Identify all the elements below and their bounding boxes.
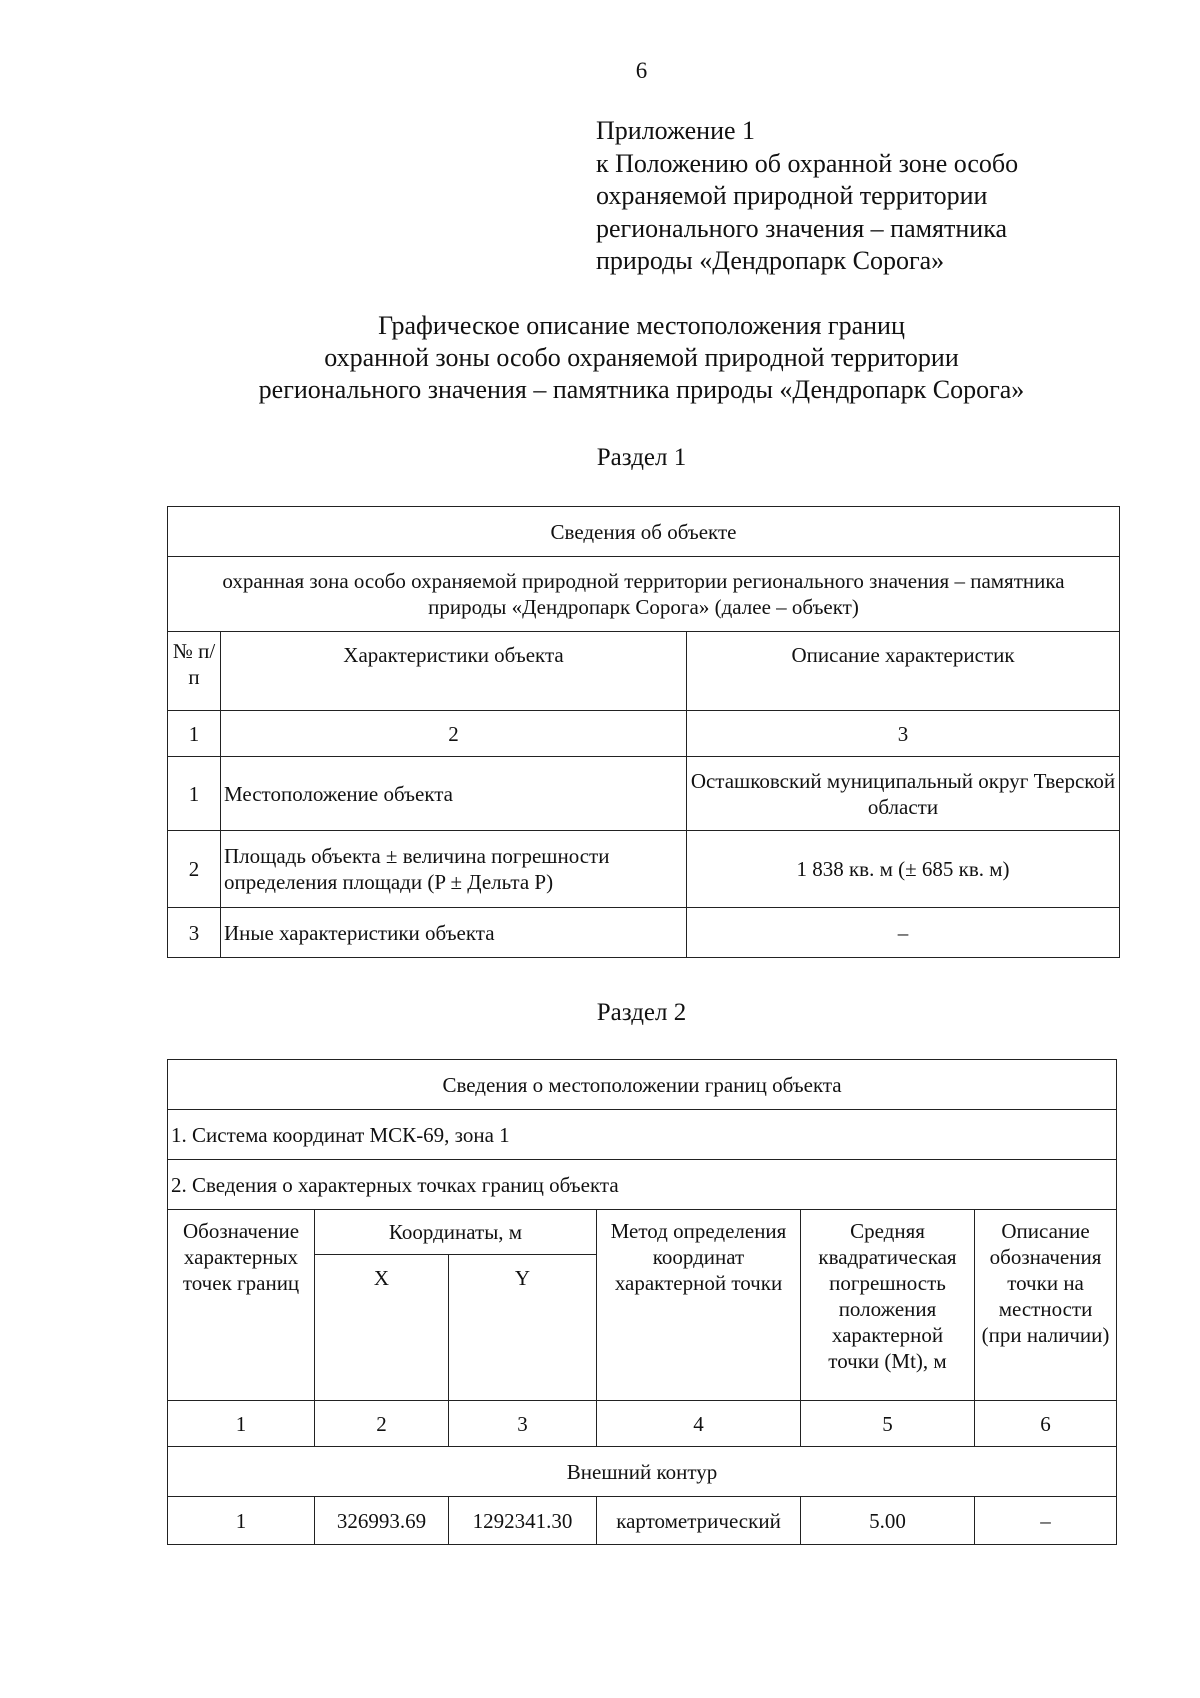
column-number: 2 <box>315 1401 449 1447</box>
column-number: 3 <box>449 1401 597 1447</box>
row-number: 1 <box>168 757 221 831</box>
row-characteristic: Местоположение объекта <box>221 757 687 831</box>
table-title: Сведения о местоположении границ объекта <box>168 1060 1117 1110</box>
boundary-points-table <box>167 1059 1117 1545</box>
appendix-line: к Положению об охранной зоне особо <box>596 148 1019 178</box>
row-number: 3 <box>168 908 221 958</box>
column-number: 6 <box>975 1401 1117 1447</box>
header-designation: Обозначение характерных точек границ <box>168 1210 315 1401</box>
table-title: Сведения об объекте <box>168 507 1120 557</box>
header-point-description: Описание обозначения точки на местности (при наличии) <box>975 1210 1117 1401</box>
object-info-table <box>167 506 1120 958</box>
appendix-line: регионального значения – памятника <box>596 213 1007 243</box>
header-coordinates: Координаты, м <box>315 1210 597 1255</box>
section-2-heading: Раздел 2 <box>596 999 687 1026</box>
row-value: 1 838 кв. м (± 685 кв. м) <box>687 831 1120 908</box>
row-characteristic: Иные характеристики объекта <box>221 908 687 958</box>
title-line: Графическое описание местоположения границ <box>378 311 905 340</box>
header-characteristic: Характеристики объекта <box>221 632 687 711</box>
table-row <box>168 831 1120 908</box>
object-name: охранная зона особо охраняемой природной территории регионального значения – памятника природы «Дендропарк Сорога» (далее – объект) <box>168 557 1120 632</box>
title-line: регионального значения – памятника природы «Дендропарк Сорога» <box>258 375 1025 404</box>
table-row <box>168 908 1120 958</box>
header-y: Y <box>449 1255 597 1401</box>
column-number: 2 <box>221 711 687 757</box>
appendix-header <box>596 115 1018 278</box>
appendix-line: природы «Дендропарк Сорога» <box>596 246 945 275</box>
row-number: 2 <box>168 831 221 908</box>
document-title <box>0 310 1200 406</box>
header-number: № п/п <box>168 632 221 711</box>
point-description: – <box>975 1497 1117 1545</box>
table-row <box>168 1497 1117 1545</box>
page-number: 6 <box>635 58 648 83</box>
appendix-line: Приложение 1 <box>596 116 756 145</box>
point-method: картометрический <box>597 1497 801 1545</box>
header-x: X <box>315 1255 449 1401</box>
table-row <box>168 757 1120 831</box>
header-error: Средняя квадратическая погрешность положения характерной точки (Mt), м <box>801 1210 975 1401</box>
header-method: Метод определения координат характерной точки <box>597 1210 801 1401</box>
point-x: 326993.69 <box>315 1497 449 1545</box>
column-number: 1 <box>168 711 221 757</box>
coordinate-system: 1. Система координат МСК-69, зона 1 <box>168 1110 1117 1160</box>
row-value: Осташковский муниципальный округ Тверской области <box>687 757 1120 831</box>
column-number: 5 <box>801 1401 975 1447</box>
title-line: охранной зоны особо охраняемой природной территории <box>324 343 959 372</box>
section-1-heading: Раздел 1 <box>596 444 687 471</box>
row-value: – <box>687 908 1120 958</box>
appendix-line: охраняемой природной территории <box>596 181 988 210</box>
column-number: 1 <box>168 1401 315 1447</box>
contour-label: Внешний контур <box>168 1447 1117 1497</box>
point-y: 1292341.30 <box>449 1497 597 1545</box>
point-error: 5.00 <box>801 1497 975 1545</box>
column-number: 4 <box>597 1401 801 1447</box>
point-designation: 1 <box>168 1497 315 1545</box>
points-title: 2. Сведения о характерных точках границ объекта <box>168 1160 1117 1210</box>
column-number: 3 <box>687 711 1120 757</box>
header-description: Описание характеристик <box>687 632 1120 711</box>
row-characteristic: Площадь объекта ± величина погрешности определения площади (P ± Дельта P) <box>221 831 687 908</box>
